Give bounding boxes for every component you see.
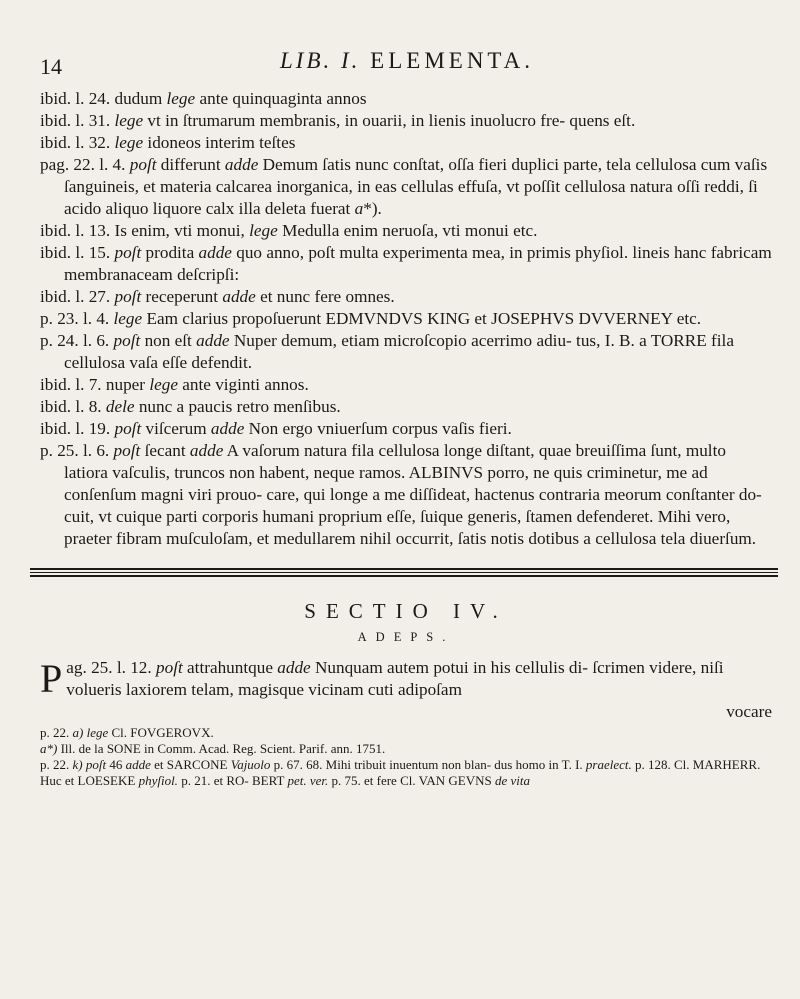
book-page [40,48,772,789]
text-run: p. 23. l. 4. [40,309,114,328]
text-run: pag. 22. l. 4. [40,155,130,174]
italic-text: poſt [113,441,141,460]
italic-text: a) lege [72,725,109,740]
italic-text: lege [166,89,196,108]
errata-entry [40,154,772,220]
text-run: ibid. l. 27. [40,287,115,306]
divider-rule [30,568,778,570]
text-run: nunc a paucis retro menſibus. [134,397,341,416]
section-divider [30,568,778,577]
italic-text: adde [125,757,151,772]
text-run: ibid. l. 31. [40,111,115,130]
small-caps-name: VAN GEVNS [418,773,492,788]
errata-entry [40,110,772,132]
errata-list [40,88,772,550]
italic-text: poſt [156,658,183,677]
italic-text: lege [149,375,178,394]
italic-text: adde [224,155,259,174]
errata-entry [40,286,772,308]
section-subtitle: ADEPS. [357,630,455,644]
italic-text: a*) [40,741,58,756]
italic-text: poſt [129,155,157,174]
divider-rule [30,572,778,573]
text-run: A vaſorum natura fila cellulosa longe diſtant, quae breuiſſima ſunt, multo latiora vaſculis, truncos non habent, neque ramos. [64,441,726,482]
text-run: ibid. l. 15. [40,243,115,262]
text-run: *). [363,199,382,218]
text-run: p. 25. l. 6. [40,441,114,460]
text-run: ante quinquaginta annos [195,89,367,108]
italic-text: pet. ver. [287,773,329,788]
errata-entry [40,374,772,396]
errata-entry [40,330,772,374]
text-run: p. 67. 68. Mihi tribuit inuentum non blan- dus homo in T. I. [270,757,586,772]
small-caps-name: SONE [106,741,141,756]
text-run: Huc et [40,773,78,788]
text-run: Medulla enim neruoſa, vti monui etc. [277,221,538,240]
text-run: fila cellulosa vaſa eſſe defendit. [64,331,734,372]
text-run: ibid. l. 8. [40,397,106,416]
errata-entry [40,88,772,110]
text-run: ag. 25. l. 12. [66,658,156,677]
running-title [280,48,534,74]
footnote [40,725,772,741]
italic-text: poſt [114,243,142,262]
text-run: in Comm. Acad. Reg. Scient. Parif. ann. 1751. [140,741,386,756]
text-run: Demum ſatis nunc conſtat, oſſa fieri duplici parte, tela cellulosa cum vaſis ſanguineis, et materia calcarea inorganica, in eas cellulas effuſa, vt poſſit cellulosa natura oſſi reddi, ſi acido aliquo liquore calx illa deleta fuerat [64,155,768,218]
text-run: etc. [672,309,702,328]
text-run: idoneos interim teſtes [143,133,296,152]
small-caps-name: SARCONE [166,757,228,772]
italic-text: poſt [114,419,142,438]
small-caps-name: LOESEKE [77,773,136,788]
text-run: non eſt [140,331,197,350]
text-run: p. 22. [40,757,73,772]
text-run: ſecant [140,441,190,460]
errata-entry [40,440,772,550]
italic-text: adde [210,419,245,438]
text-run: ibid. l. 7. nuper [40,375,150,394]
italic-text: lege [113,309,143,328]
text-run: p. 22. [40,725,73,740]
italic-text: lege [114,133,144,152]
drop-cap: P [40,656,63,701]
text-run: viſcerum [141,419,211,438]
italic-text: a [354,199,364,218]
text-run: p. 24. l. 6. [40,331,114,350]
text-run: attrahuntque [182,658,278,677]
italic-text: phyſiol. [138,773,178,788]
italic-text: Vajuolo [230,757,271,772]
text-run: ibid. l. 13. Is enim, vti monui, [40,221,250,240]
section-text-end: vocare [726,702,772,721]
errata-entry [40,396,772,418]
text-run: Nuper demum, etiam microſcopio acerrimo adiu- tus, [229,331,605,350]
text-run: porro, ne quis criminetur, me ad conſenſum magni viri prouo- care, qui longe a me diſſideat, hactenus contraria meorum conſtanter do- cuit, vt cuique parti corporis humani proprium eſſe, ſuique generis, ſtamen defenderet. Mihi vero, praeter fibram muſculoſam, et medullarem nihil occurrit, ſatis notis dotibus a cellulosa tela diuerſum. [64,463,762,548]
small-caps-name: FOVGEROVX. [130,725,214,740]
footnote [40,741,772,757]
small-caps-name: I. B. a TORRE [604,331,707,350]
italic-text: adde [189,441,224,460]
page-header [40,48,772,84]
text-run: et [150,757,167,772]
text-run: differunt [156,155,225,174]
small-caps-name: ALBINVS [408,463,484,482]
text-run: p. 128. Cl. [631,757,693,772]
footnote [40,757,772,789]
errata-entry [40,132,772,154]
italic-text: lege [114,111,144,130]
errata-entry [40,418,772,440]
text-run: 46 [106,757,126,772]
text-run: Ill. de la [57,741,107,756]
italic-text: poſt [113,331,141,350]
italic-text: lege [249,221,278,240]
text-run: Eam clarius propoſuerunt [142,309,326,328]
divider-rule [30,575,778,577]
italic-text: k) poſt [72,757,107,772]
footnotes [40,725,772,789]
text-run: vt in ſtrumarum membranis, in ouarii, in lienis inuolucro fre- quens eſt. [143,111,636,130]
text-run: ibid. l. 32. [40,133,115,152]
section-text [66,658,723,699]
text-run: et [470,309,492,328]
small-caps-name: RO- BERT [226,773,285,788]
page-number: 14 [40,54,62,79]
text-run: ibid. l. 19. [40,419,115,438]
text-run: prodita [141,243,199,262]
text-run: p. 21. et [177,773,227,788]
small-caps-name: JOSEPHVS DVVERNEY [491,309,673,328]
italic-text: adde [198,243,232,262]
italic-text: adde [277,658,311,677]
errata-entry [40,308,772,330]
text-run: et nunc fere omnes. [255,287,395,306]
text-run: receperunt [141,287,223,306]
italic-text: praelect. [585,757,632,772]
section-title: SECTIO IV. [304,599,508,623]
text-run: ante viginti annos. [177,375,309,394]
italic-text: de vita [494,773,530,788]
small-caps-name: MARHERR. [692,757,761,772]
text-run: Cl. [108,725,131,740]
errata-entry [40,242,772,286]
running-title-prefix: LIB. I. [280,48,361,73]
italic-text: adde [196,331,230,350]
text-run: Nunquam autem potui in his cellulis di- ſcrimen videre, niſi volueris laxiorem telam, magisque vicinam cuti adipoſam [66,658,724,699]
small-caps-name: EDMVNDVS KING [325,309,471,328]
running-title-main: ELEMENTA. [370,48,534,73]
errata-entry [40,220,772,242]
italic-text: adde [222,287,256,306]
section-body [40,657,772,723]
text-run: quo anno, poſt multa experimenta mea, in primis phyſiol. lineis hanc fabricam membranaceam deſcripſi: [64,243,772,284]
text-run: p. 75. et fere Cl. [328,773,419,788]
text-run: Non ergo vniuerſum corpus vaſis fieri. [244,419,512,438]
italic-text: poſt [114,287,142,306]
text-run: ibid. l. 24. dudum [40,89,167,108]
italic-text: dele [105,397,135,416]
